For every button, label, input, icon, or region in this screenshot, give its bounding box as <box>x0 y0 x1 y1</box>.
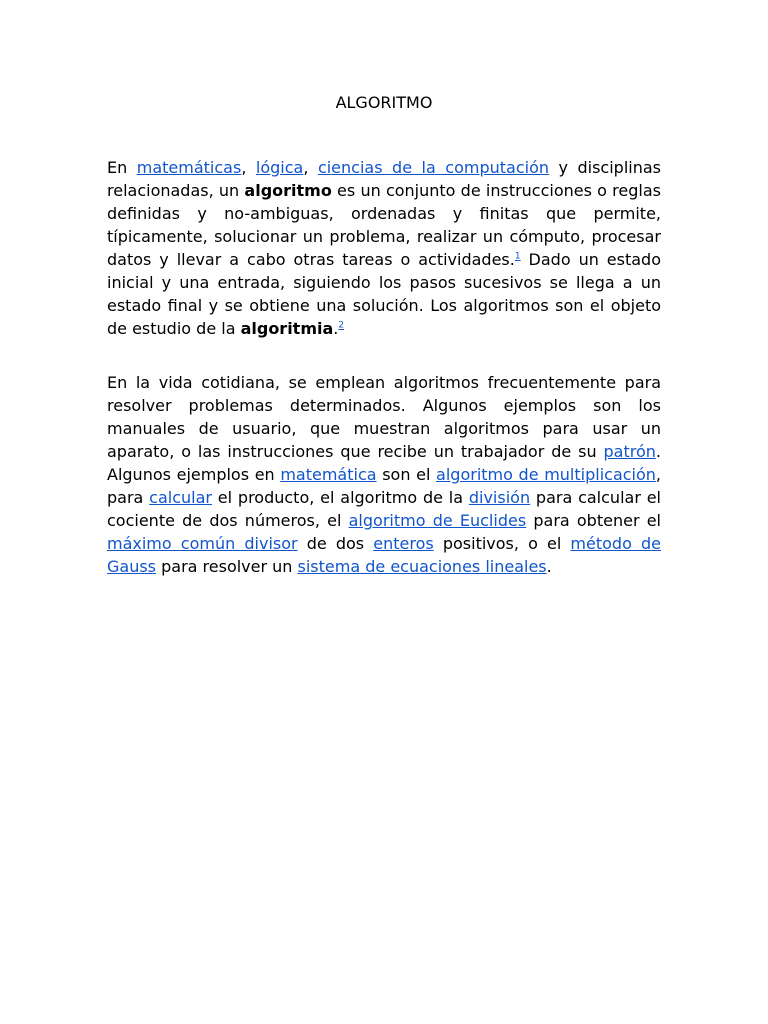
text-segment: de dos <box>297 534 374 553</box>
footnote-link-2[interactable]: 2 <box>338 320 345 331</box>
text-segment: positivos, o el <box>433 534 571 553</box>
paragraph-examples <box>107 371 661 578</box>
text-segment: , <box>303 158 318 177</box>
text-segment: . <box>333 319 339 338</box>
link-logica[interactable]: lógica <box>255 158 304 177</box>
link-enteros[interactable]: enteros <box>373 534 434 553</box>
text-segment: es un conjunto de instrucciones o reglas definidas y no-ambiguas, ordenadas y finitas que permite, típicamente, solucionar un problema, realizar un cómputo, procesar datos y llevar a cabo otras tareas o actividades. <box>107 181 661 269</box>
link-division[interactable]: división <box>468 488 531 507</box>
text-segment: el producto, el algoritmo de la <box>211 488 469 507</box>
footnote-ref-2 <box>338 321 344 331</box>
text-segment: para obtener el <box>526 511 661 530</box>
footnote-link-1[interactable]: 1 <box>514 251 521 262</box>
text-segment: , <box>241 158 256 177</box>
link-algoritmo-multiplicacion[interactable]: algoritmo de multiplicación <box>436 465 656 484</box>
text-segment: para resolver un <box>156 557 298 576</box>
link-matematica[interactable]: matemática <box>280 465 377 484</box>
link-ciencias-computacion[interactable]: ciencias de la computación <box>317 158 550 177</box>
text-segment: son el <box>376 465 437 484</box>
text-segment: para calcular el cociente de dos números, el <box>107 488 662 530</box>
link-matematicas[interactable]: matemáticas <box>136 158 242 177</box>
link-sistema-ecuaciones-lineales[interactable]: sistema de ecuaciones lineales <box>297 557 547 576</box>
link-algoritmo-euclides[interactable]: algoritmo de Euclides <box>348 511 527 530</box>
text-segment: En <box>107 158 137 177</box>
document-title: ALGORITMO <box>335 93 433 112</box>
text-segment: y disciplinas relacionadas, un <box>107 158 661 200</box>
link-calcular[interactable]: calcular <box>149 488 212 507</box>
bold-term-algoritmo: algoritmo <box>244 181 332 200</box>
link-metodo-gauss[interactable]: método de Gauss <box>107 534 661 576</box>
text-segment: . Algunos ejemplos en <box>107 442 661 484</box>
link-maximo-comun-divisor[interactable]: máximo común divisor <box>107 534 298 553</box>
text-segment: Dado un estado inicial y una entrada, siguiendo los pasos sucesivos se llega a un estado final y se obtiene una solución. Los algoritmos son el objeto de estudio de la <box>107 250 662 338</box>
link-patron[interactable]: patrón <box>603 442 656 461</box>
bold-term-algoritmia: algoritmia <box>240 319 334 338</box>
text-segment: En la vida cotidiana, se emplean algoritmos frecuentemente para resolver problemas determinados. Algunos ejemplos son los manuales de usuario, que muestran algoritmos para usar un aparato, o las instrucciones que recibe un trabajador de su <box>107 373 661 461</box>
text-segment: , para <box>107 465 662 507</box>
text-segment: . <box>546 557 552 576</box>
paragraph-definition <box>107 156 661 340</box>
